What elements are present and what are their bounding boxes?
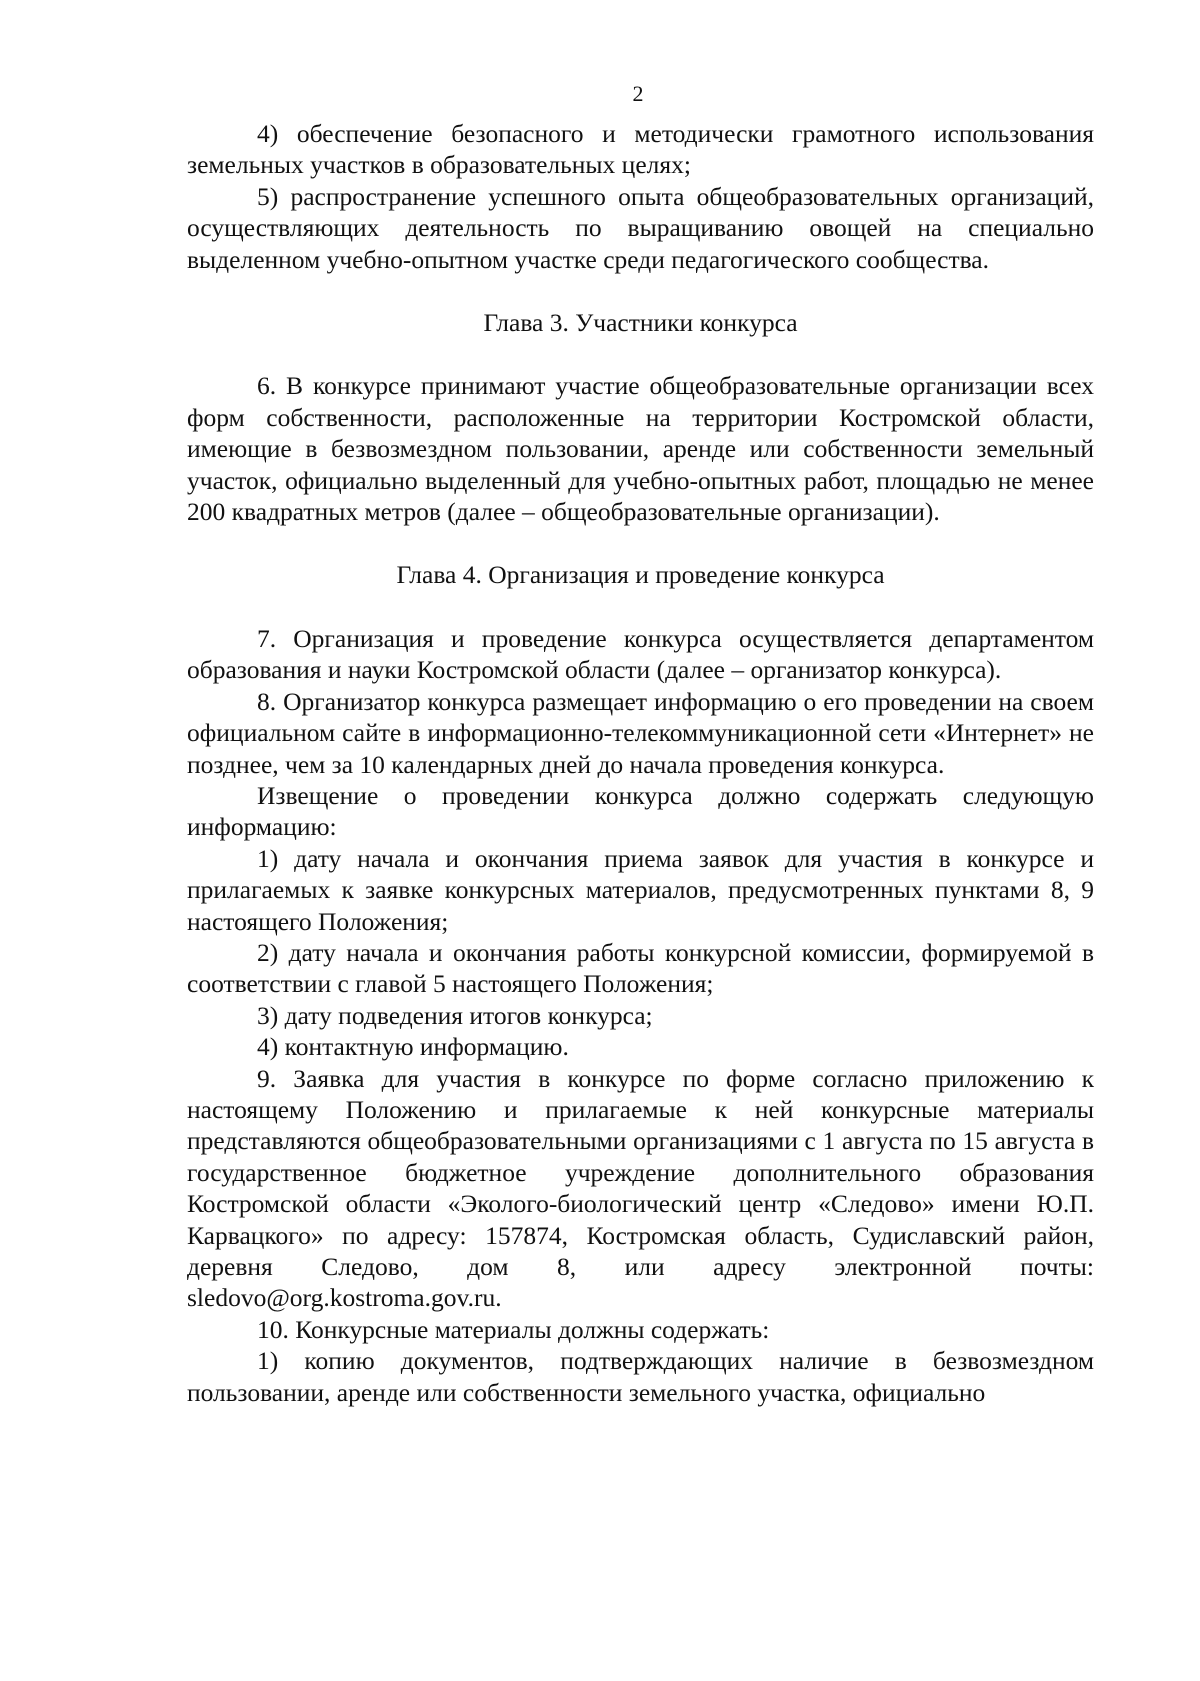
- chapter-4-heading: Глава 4. Организация и проведение конкурса: [396, 560, 885, 590]
- paragraph-9-application: 9. Заявка для участия в конкурсе по форме согласно приложению к настоящему Положению и прилагаемые к ней конкурсные материалы представляются общеобразовательными организациями с 1 августа по 15 августа в государственное бюджетное учреждение дополнительного образования Костромской области «Эколого-биологический центр «Следово» имени Ю.П. Карвацкого» по адресу: 157874, Костромская область, Судиславский район, деревня Следово, дом 8, или адресу электронной почты: sledovo@org.kostroma.gov.ru.: [187, 1063, 1094, 1313]
- list-item-4-safe-use: 4) обеспечение безопасного и методически грамотного использования земельных участков в образовательных целях;: [187, 119, 1094, 180]
- paragraph-7-organizer: 7. Организация и проведение конкурса осуществляется департаментом образования и науки Костромской области (далее – организатор конкурса).: [187, 623, 1094, 685]
- paragraph-6-participants: 6. В конкурсе принимают участие общеобразовательные организации всех форм собственности, расположенные на территории Костромской области, имеющие в безвозмездном пользовании, аренде или собственности земельный участок, официально выделенный для учебно-опытных работ, площадью не менее 200 квадратных метров (далее – общеобразовательные организации).: [187, 371, 1094, 527]
- paragraph-8-announcement: 8. Организатор конкурса размещает информацию о его проведении на своем официальном сайте в информационно-телекоммуникационной сети «Интернет» не позднее, чем за 10 календарных дней до начала проведения конкурса.: [187, 686, 1094, 779]
- paragraph-notice-content: Извещение о проведении конкурса должно содержать следующую информацию:: [187, 780, 1094, 842]
- document-body: [187, 118, 1094, 1408]
- notice-item-2: 2) дату начала и окончания работы конкурсной комиссии, формируемой в соответствии с главой 5 настоящего Положения;: [187, 937, 1094, 999]
- notice-item-3: 3) дату подведения итогов конкурса;: [257, 1000, 653, 1030]
- notice-item-1: 1) дату начала и окончания приема заявок для участия в конкурсе и прилагаемых к заявке конкурсных материалов, предусмотренных пунктами 8, 9 настоящего Положения;: [187, 843, 1094, 936]
- materials-item-1: 1) копию документов, подтверждающих наличие в безвозмездном пользовании, аренде или собственности земельного участка, официально: [187, 1346, 1094, 1407]
- notice-item-4: 4) контактную информацию.: [257, 1032, 569, 1062]
- paragraph-10-materials: 10. Конкурсные материалы должны содержать:: [257, 1314, 770, 1344]
- list-item-5-experience: 5) распространение успешного опыта общеобразовательных организаций, осуществляющих деятельность по выращиванию овощей на специально выделенном учебно-опытном участке среди педагогического сообщества.: [187, 181, 1094, 274]
- chapter-3-heading: Глава 3. Участники конкурса: [483, 308, 798, 338]
- page-number: 2: [632, 81, 644, 106]
